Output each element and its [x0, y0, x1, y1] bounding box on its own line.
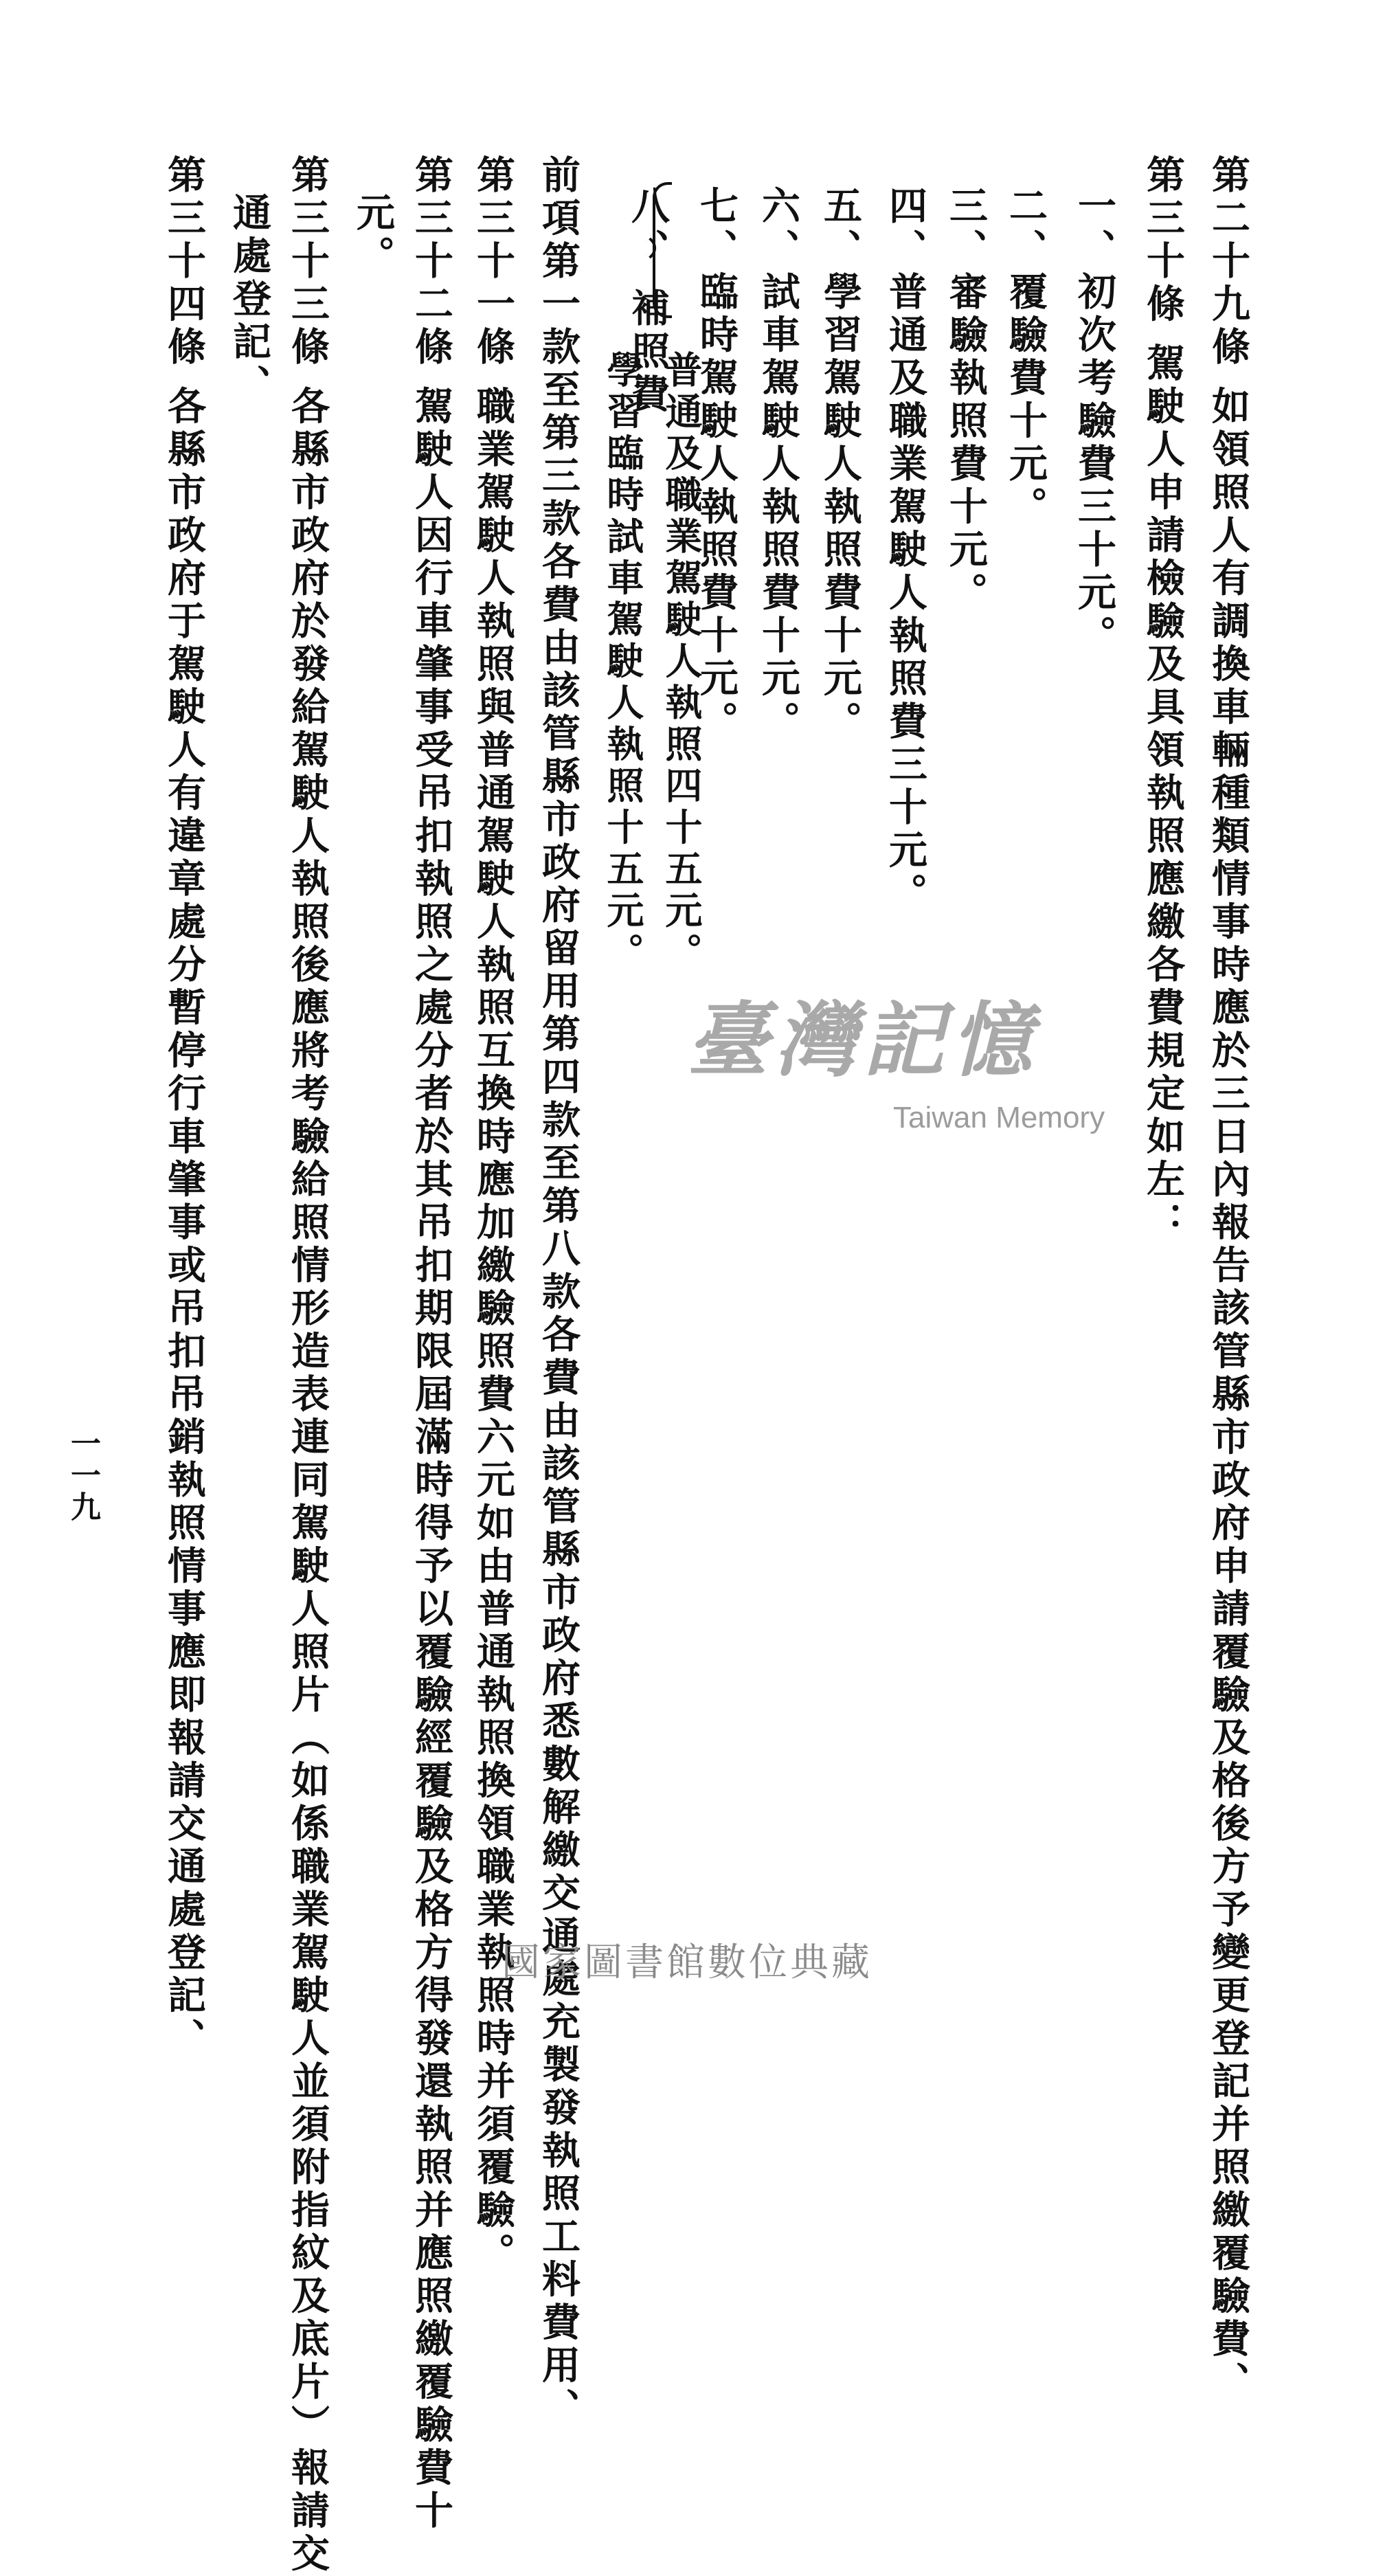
article-31-heading: 第三十一條	[471, 155, 516, 370]
fee-item-7-number: 七、	[694, 186, 739, 271]
article-32-continued	[354, 192, 392, 278]
preceding-paragraph	[539, 155, 578, 2431]
fee-item-7-text: 臨時駕駛人執照費十元。	[694, 271, 739, 744]
fee-item-4-number: 四、	[883, 186, 928, 271]
watermark-chinese: 臺灣記憶	[687, 1000, 1113, 1081]
fee-item-1-number: 一、	[1072, 186, 1117, 271]
article-34-heading: 第三十四條	[161, 155, 207, 370]
article-30-text: 駕駛人申請檢驗及具領執照應繳各費規定如左：	[1140, 343, 1186, 1245]
fee-item-3-text: 審驗執照費十元。	[943, 271, 989, 615]
fee-item-3	[947, 186, 985, 615]
fee-item-6-text: 試車駕駛人執照費十元。	[756, 271, 801, 744]
watermark-english: Taiwan Memory	[893, 1103, 1105, 1133]
library-footer: 國家圖書館數位典藏	[0, 1932, 1374, 1987]
article-29	[1209, 155, 1248, 2404]
fee-item-6	[759, 186, 798, 744]
fee-item-5-text: 學習駕駛人執照費十元。	[818, 271, 863, 744]
fee-item-2-text: 覆驗費十元。	[1003, 271, 1048, 529]
fee-item-8-learner	[605, 350, 642, 974]
article-30-heading: 第三十條	[1140, 155, 1186, 326]
article-32-text: 駕駛人因行車肇事受吊扣執照之處分者於其吊扣期限屆滿時得予以覆驗經覆驗及格方得發還執照并應照繳覆驗費十	[409, 386, 454, 2533]
fee-item-8-ordinary-text: 普通及職業駕駛人執照四十五元。	[660, 350, 703, 974]
article-32-continued-text: 元。	[350, 192, 396, 278]
article-29-text: 如領照人有調換車輛種類情事時應於三日內報告該管縣市政府申請覆驗及格後方予變更登記并照繳覆驗費、	[1206, 386, 1251, 2405]
fee-item-2	[1006, 186, 1045, 529]
fee-item-4	[886, 186, 925, 916]
article-32	[412, 155, 451, 2533]
article-29-heading: 第二十九條	[1206, 155, 1251, 370]
article-31-text: 職業駕駛人執照與普通駕駛人執照互換時應加繳驗照費六元如由普通執照換領職業執照時并須覆驗。	[471, 386, 516, 2276]
fee-item-2-number: 二、	[1003, 186, 1048, 271]
article-33-heading: 第三十三條	[285, 155, 330, 370]
fee-item-1-text: 初次考驗費三十元。	[1072, 271, 1117, 658]
fee-item-3-number: 三、	[943, 186, 989, 271]
fee-item-5-number: 五、	[818, 186, 863, 271]
fee-item-8-learner-text: 學習臨時試車駕駛人執照十五元。	[601, 350, 645, 974]
taiwan-memory-watermark	[687, 1000, 1113, 1172]
article-33-continued	[230, 192, 269, 407]
fee-item-8-label: 補照費	[625, 288, 671, 417]
article-34	[165, 155, 203, 2061]
article-34-text: 各縣市政府于駕駛人有違章處分暫停行車肇事或吊扣吊銷執照情事應即報請交通處登記、	[161, 386, 207, 2061]
article-32-heading: 第三十二條	[409, 155, 454, 370]
fee-item-5	[821, 186, 859, 744]
preceding-paragraph-text: 前項第一款至第三款各費由該管縣市政府留用第四款至第八款各費由該管縣市政府悉數解繳交通處充製發執照工料費用、	[536, 155, 581, 2431]
fee-item-8-number: 八、	[625, 186, 671, 271]
article-33-continued-text: 通處登記、	[227, 192, 272, 407]
fee-item-4-text: 普通及職業駕駛人執照費三十元。	[883, 271, 928, 916]
fee-item-8-ordinary	[663, 350, 700, 974]
article-33	[289, 155, 327, 2576]
article-30	[1144, 155, 1182, 1245]
article-33-text: 各縣市政府於發給駕駛人執照後應將考驗給照情形造表連同駕駛人照片（如係職業駕駛人並須附指紋及底片）報請交	[285, 386, 330, 2576]
fee-item-1	[1075, 186, 1114, 658]
page-number: 一一九	[60, 1428, 104, 1523]
fee-item-6-number: 六、	[756, 186, 801, 271]
